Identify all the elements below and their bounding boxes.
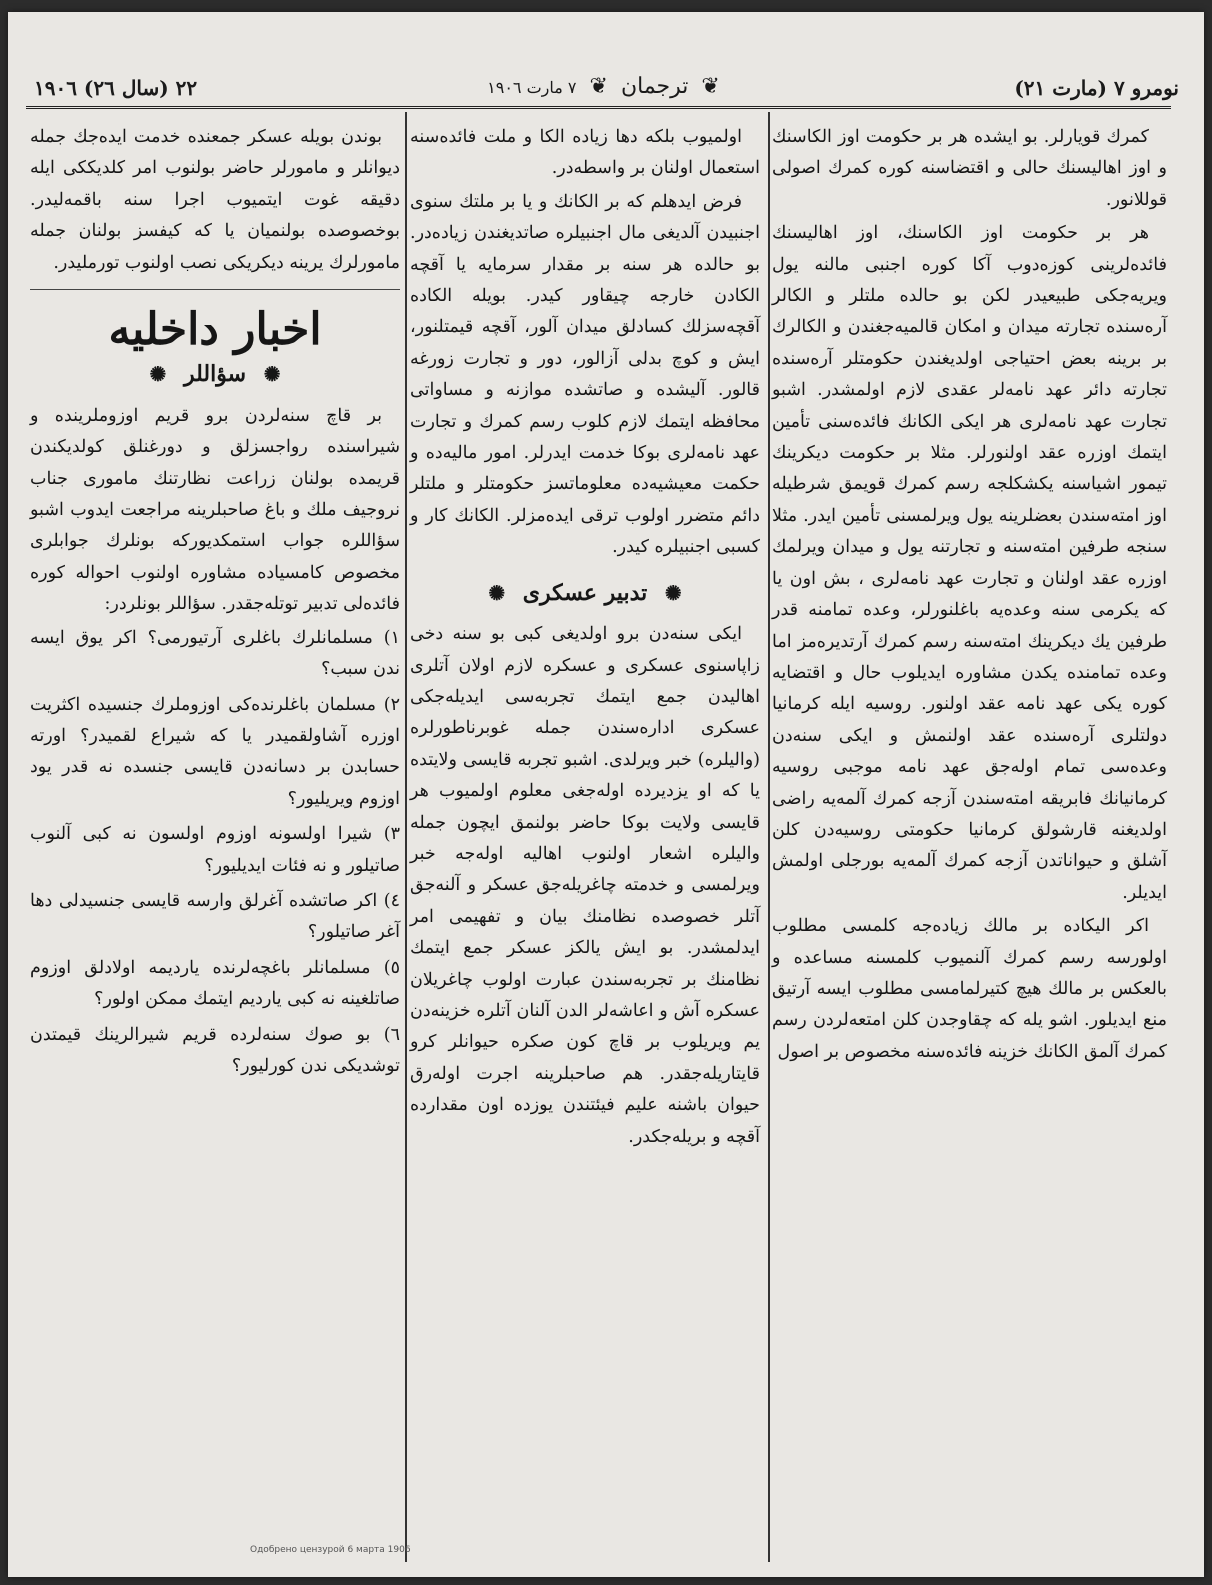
paragraph: بر قاچ سنه‌لردن برو قريم اوزوملرينده و شيراسنده رواجسزلق و دورغنلق كولديكندن قريمده بولنان زراعت نظارتنك مامورى جناب نروجيف ملك و باغ صاحبلرينه مراجعت ايدوب اشبو سؤاللره جواب استمكديوركه بونلرك جوابلرى مخصوص كامسياده مشاوره اولنوب احواله كوره فائده‌لى تدبير توتله‌جقدر. سؤاللر بونلردر: bbox=[30, 405, 400, 615]
section-title: تدبير عسكرى bbox=[522, 579, 648, 606]
divider bbox=[30, 289, 400, 290]
column-middle bbox=[410, 122, 760, 1155]
column-right bbox=[772, 122, 1167, 1070]
paragraph: بوندن بويله عسكر جمعنده خدمت ايده‌جك جمله ديوانلر و مامورلر حاضر بولنوب امر كلديككى ايله دقيقه غوت ايتميوب اجرا سنه باقمه‌ليدر. بوخصوصده بولنميان يا كه كيفسز بولنان جمله مامورلرك يرينه ديكريكى نصب اولنوب تورمليدر. bbox=[30, 127, 400, 273]
ornament-icon: ✺ bbox=[149, 362, 167, 387]
ornament-icon: ❦ bbox=[589, 74, 608, 99]
paragraph: ايكى سنه‌دن برو اولديغى كبى بو سنه دخى زاپاسنوى عسكرى و عسكره لازم اولان آتلرى اهاليدن جمع ايتمك تجربه‌سى ايديله‌جكى عسكرى اداره‌سندن جمله غوبرناطورلره (واليلره) خبر ويرلدى. اشبو تجربه قايسى ولايتده يا كه او يزديرده اوله‌جغى معلوم اولميوب هر قايسى ولايت بوكا حاضر بولنمق ايچون جمله واليلره اشعار اولنوب اهاليه اوله‌جه خبر ويرلمسى و خدمته چاغريله‌جق عسكر و آلنه‌جق آتلر خصوصده نظامنك بيان و تفهيمى امر ايدلمشدر. بو ايش يالكز عسكر جمع ايتمك نظامنك بر تجربه‌سندن عبارت اولوب چاغريلان عسكره آش و اعاشه‌لر الدن آلنان آتلره خزينه‌دن يم ويريلوب بر قاچ كون صكره حيوانلر كرو قايتاريله‌جقدر. هم صاحبلرينه اجرت اوله‌رق حيوان باشنه عليم فيئتندن يوزده اون مقدارده آقچه و بريله‌جكدر. bbox=[410, 624, 760, 1147]
ornament-icon: ❦ bbox=[701, 74, 720, 99]
list-item: ١) مسلمانلرك باغلرى آرتيورمى؟ اكر يوق ايسه ندن سبب؟ bbox=[30, 627, 400, 680]
column-divider-right bbox=[768, 112, 770, 1562]
paragraph: اكر اليكاده بر مالك زياده‌جه كلمسى مطلوب اولورسه رسم كمرك آلنميوب كلمسنه مساعده و بالعكس بر مالك هيچ كتيرلمامسى مطلوب ايسه آرتيق منع ايديلور. اشو يله كه چقاوجدن كلن امتعه‌لردن رسم كمرك آلمق الكانك خزينه فائده‌سنه مخصوص بر اصول bbox=[772, 916, 1167, 1062]
section-heading-questions bbox=[30, 359, 400, 390]
section-title: سؤاللر bbox=[183, 361, 247, 388]
paragraph: فرض ايدهلم كه بر الكانك و يا بر ملتك سنوى اجنبيدن آلديغى مال اجنبيلره صاتديغندن زياده‌در. بو حالده هر سنه بر مقدار سرمايه يا آقچه الكادن خارجه چيقاور كيدر. بويله الكاده آقچه‌سزلك كسادلق ميدان آلور، آقچه قيمتلنور، ايش و كوچ بدلى آزالور، دور و تجارت زورغه قالور. آليشده و صاتشده موازنه و مساواتى محافظه ايتمك لازم كلوب رسم كمرك و تجارت عهد نامه‌لرى بوكا خدمت ايدرلر. امور ماليه‌ده و حكمت معيشيه‌ده معلوماتسز حكومتلر و ملتلر دائم متضرر اولوب ترقى ايده‌مزلر. الكانك كار و كسبى اجنبيلره كيدر. bbox=[410, 191, 760, 558]
header-rule bbox=[26, 106, 1171, 109]
newspaper-title bbox=[487, 74, 726, 99]
issue-number: نومرو ٧ (مارت ٢١) bbox=[1014, 76, 1179, 100]
column-left bbox=[30, 122, 400, 1086]
paragraph: كمرك قويارلر. بو ايشده هر بر حكومت اوز الكاسنك و اوز اهاليسنك حالى و اقتضاسنه كوره كمرك اصولى قوللانور. bbox=[772, 127, 1167, 210]
list-item: ٤) اكر صاتشده آغرلق وارسه قايسى جنسيدلى دها آغر صاتيلور؟ bbox=[30, 890, 400, 943]
year-label: ٢٢ (سال ٢٦) ١٩٠٦ bbox=[34, 76, 198, 100]
section-heading-domestic-news: اخبار داخليه bbox=[108, 304, 322, 356]
column-divider-left bbox=[405, 112, 407, 1562]
ornament-icon: ✺ bbox=[488, 580, 506, 605]
section-heading-military bbox=[410, 578, 760, 609]
list-item: ٢) مسلمان باغلرنده‌كى اوزوملرك جنسيده اكثريت اوزره آشاولقميدر يا كه شيراع لقميدر؟ اورته حسابدن بر دسانه‌دن قايسى جنسده نه قدر يود اوزوم ويريليور؟ bbox=[30, 694, 400, 809]
list-item: ٦) بو صوك سنه‌لرده قريم شيرالرينك قيمتدن توشديكى ندن كورليور؟ bbox=[30, 1024, 400, 1076]
ornament-icon: ✺ bbox=[263, 362, 281, 387]
list-item: ٣) شيرا اولسونه اوزوم اولسون نه كبى آلنوب صاتيلور و نه فئات ايديليور؟ bbox=[30, 824, 400, 876]
list-item: ٥) مسلمانلر باغچه‌لرنده يارديمه اولادلق اوزوم صاتلغينه نه كبى يارديم ايتمك ممكن اولور؟ bbox=[30, 957, 400, 1010]
paragraph: اولميوب بلكه دها زياده الكا و ملت فائده‌سنه استعمال اولنان بر واسطه‌در. bbox=[410, 127, 760, 179]
ornament-icon: ✺ bbox=[664, 580, 682, 605]
issue-date: ٧ مارت ١٩٠٦ bbox=[487, 78, 577, 97]
paragraph: هر بر حكومت اوز الكاسنك، اوز اهاليسنك فائده‌لرينى كوزه‌دوب آكا كوره اجنبى مالنه يول ويريه‌جكى طبيعيدر لكن بو حالده ملتلر و الكالر آره‌سنده تجارته ميدان و امكان قالميه‌جغندن و الكالرك بر برينه بعض احتياجى اولديغندن حكومتلر آره‌سنده تجارته دائر عهد نامه‌لر عقدى لازم اولمشدر. اشبو تجارت عهد نامه‌لرى هر ايكى الكانك فائده‌سنى تأمين ايتمك اوزره عقد اولنورلر. مثلا بر حكومت ديكرينك تيمور اشياسنه يكشكلجه رسم كمرك قويمق شرطيله اوز امته‌سندن بعضلرينه يول ويرلمسنى تأمين ايدر. مثلا سنجه طرفين امته‌سنه و تجارتنه يول و ميدان ويرلمك اوزره عقد اولنان و تجارت عهد نامه‌لرى ، بش اون يا كه يكرمى سنه وعده‌يه باغلنورلر، وعده تمامنه قدر طرفين يك ديكرينك امته‌سنه رسم كمرك آرتديره‌مز اما وعده تمامنده يكدن مشاوره ايديلوب حال و اقتضايه كوره يكى عهد نامه عقد اولنور. روسيه ايله كرمانيا دولتلرى آره‌سنده عقد اولنمش و ايكى سنه‌دن وعده‌سى تمام اوله‌جق عهد نامه موجبى روسيه كرمانيانك فابريقه امته‌سندن آزجه كمرك آلمه‌يه راضى اولديغنه قارشولق كرمانيا حكومتى روسيه‌دن كلن آشلق و حيواناتدن آزجه كمرك آلمه‌يه بورجلى اولمش ايديلر. bbox=[772, 223, 1167, 903]
title-text: ترجمان bbox=[620, 74, 689, 99]
censorship-stamp: Одобрено цензурой 6 марта 1906 bbox=[250, 1545, 411, 1555]
question-list bbox=[30, 623, 400, 1083]
